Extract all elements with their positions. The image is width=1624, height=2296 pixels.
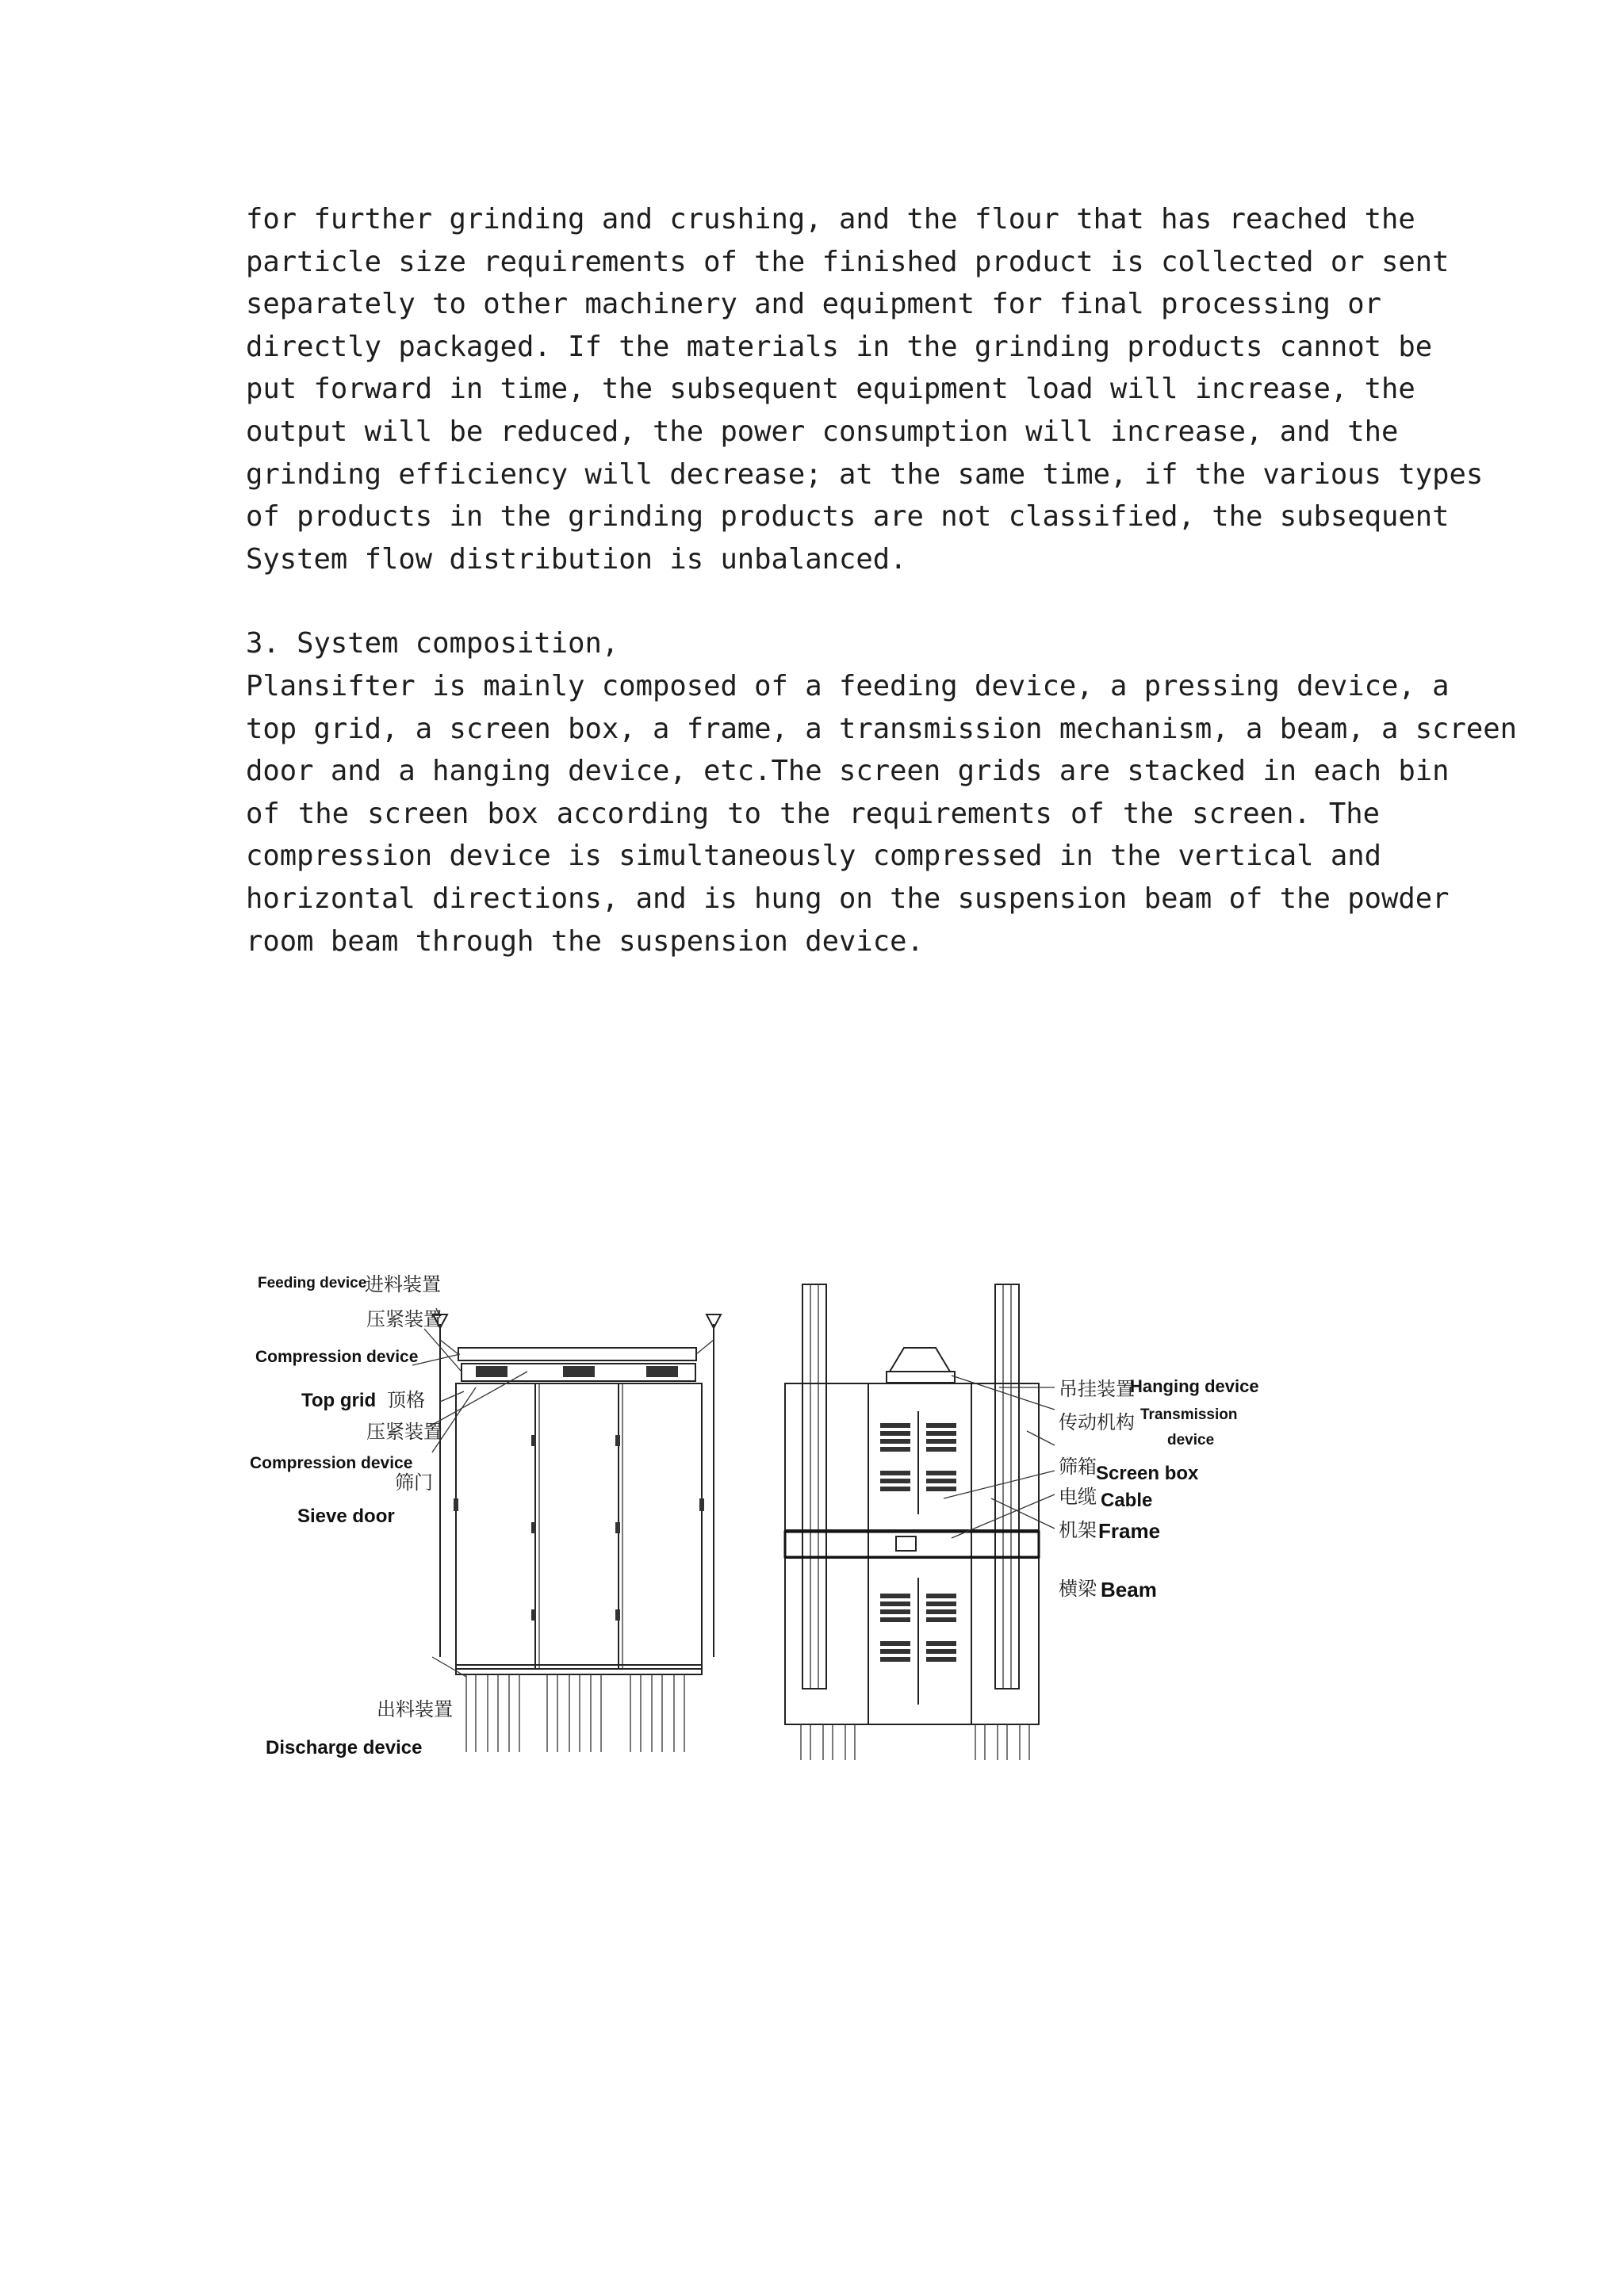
label-feeding-device: Feeding device [258, 1275, 367, 1292]
label-transmission-cn: 传动机构 [1059, 1411, 1135, 1433]
label-beam: Beam [1101, 1578, 1157, 1601]
text-line: door and a hanging device, etc.The screen grids are stacked in each bin [246, 755, 1450, 788]
label-compression-device: Compression device [255, 1348, 419, 1366]
text-line: top grid, a screen box, a frame, a transmission mechanism, a beam, a screen [246, 712, 1517, 745]
label-transmission-line2: device [1167, 1432, 1215, 1448]
label-cable: Cable [1101, 1490, 1153, 1511]
plansifter-diagram [246, 1261, 1277, 1784]
side-view [785, 1284, 1055, 1760]
label-pressing-device-cn: 压紧装置 [366, 1308, 442, 1330]
label-frame-cn: 机架 [1059, 1519, 1097, 1541]
section-heading-text: 3. System composition, [246, 627, 619, 660]
text-line: of the screen box according to the requirements of the screen. The [246, 797, 1380, 830]
label-discharge-device-cn: 出料装置 [377, 1698, 453, 1720]
text-line: particle size requirements of the finished product is collected or sent [246, 245, 1450, 278]
text-line: directly packaged. If the materials in the grinding products cannot be [246, 330, 1433, 363]
section-heading [246, 622, 1380, 665]
label-sieve-door-cn: 筛门 [395, 1471, 433, 1494]
label-transmission-line1: Transmission [1140, 1406, 1238, 1423]
label-top-grid: Top grid [301, 1390, 377, 1411]
text-line: room beam through the suspension device. [246, 924, 924, 958]
label-screen-box-cn: 筛箱 [1059, 1456, 1097, 1478]
label-cable-cn: 电缆 [1059, 1486, 1097, 1508]
label-sieve-door: Sieve door [297, 1506, 395, 1527]
paragraph-system-composition [246, 665, 1517, 962]
label-compression-device-2-cn: 压紧装置 [366, 1421, 442, 1443]
text-line: put forward in time, the subsequent equipment load will increase, the [246, 373, 1415, 406]
label-feeding-device-cn: 进料装置 [365, 1273, 441, 1295]
text-line: Plansifter is mainly composed of a feeding device, a pressing device, a [246, 670, 1450, 702]
front-view [412, 1308, 721, 1752]
paragraph-grinding-products [246, 198, 1484, 580]
text-line: horizontal directions, and is hung on the suspension beam of the powder [246, 882, 1450, 915]
text-line: compression device is simultaneously compressed in the vertical and [246, 840, 1381, 873]
label-screen-box: Screen box [1096, 1463, 1199, 1484]
text-line: for further grinding and crushing, and the flour that has reached the [246, 203, 1415, 235]
label-beam-cn: 横梁 [1059, 1578, 1097, 1600]
text-line: grinding efficiency will decrease; at the same time, if the various types [246, 457, 1484, 491]
text-line: System flow distribution is unbalanced. [246, 542, 907, 576]
text-line: output will be reduced, the power consumption will increase, and the [246, 415, 1399, 448]
label-frame: Frame [1098, 1519, 1161, 1543]
text-line: of products in the grinding products are not classified, the subsequent [246, 500, 1450, 534]
label-hanging-device-cn: 吊挂装置 [1059, 1378, 1135, 1400]
label-hanging-device: Hanging device [1130, 1376, 1259, 1396]
label-top-grid-cn: 顶格 [387, 1389, 425, 1411]
text-line: separately to other machinery and equipment for final processing or [246, 288, 1381, 321]
plansifter-drawing [246, 1261, 1277, 1784]
label-discharge-device: Discharge device [266, 1737, 423, 1758]
label-compression-device-2: Compression device [250, 1454, 413, 1472]
